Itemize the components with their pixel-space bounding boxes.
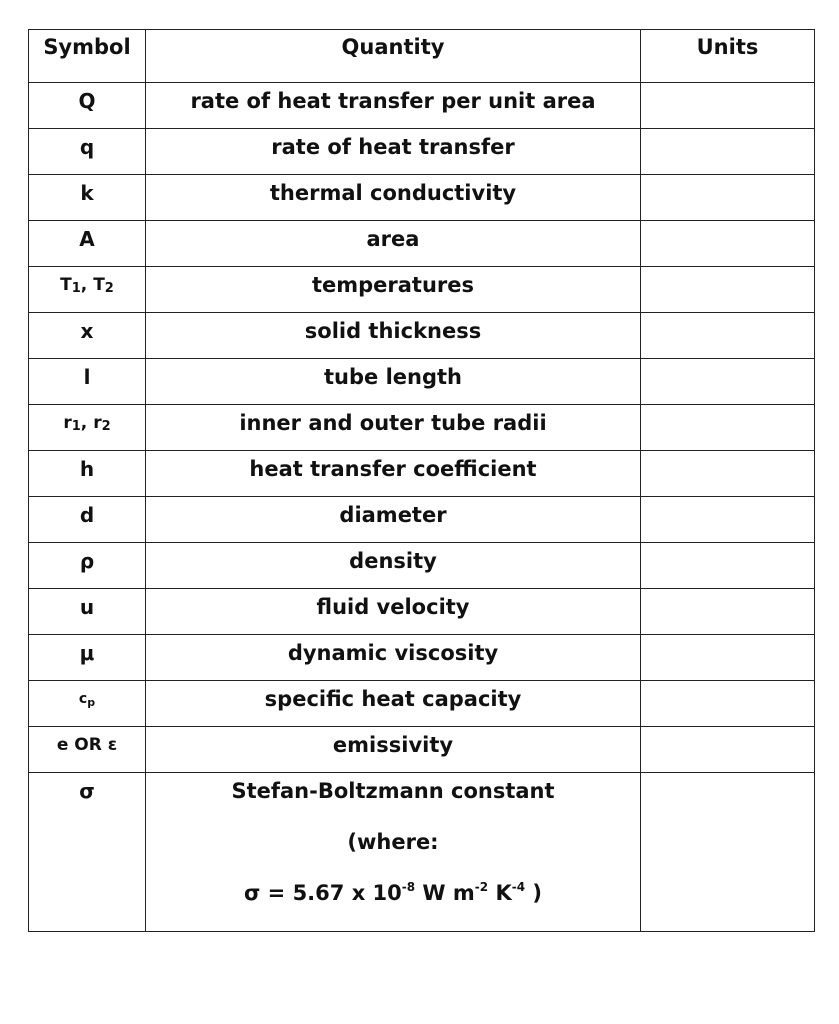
table-row [29, 83, 815, 129]
formula-unit: W m [415, 881, 475, 905]
units-cell [641, 727, 815, 773]
units-cell [641, 543, 815, 589]
quantity-cell: tube length [146, 359, 641, 405]
quantity-cell: density [146, 543, 641, 589]
units-cell [641, 175, 815, 221]
table-row [29, 267, 815, 313]
units-cell [641, 589, 815, 635]
units-cell [641, 83, 815, 129]
units-cell [641, 635, 815, 681]
symbol-cell [29, 681, 146, 727]
units-cell [641, 681, 815, 727]
symbol-cell [29, 405, 146, 451]
symbol-separator: , [80, 413, 94, 433]
formula-exponent: -2 [474, 880, 489, 894]
quantity-line: Stefan-Boltzmann constant [231, 779, 555, 803]
table-row [29, 129, 815, 175]
symbol-cell: u [29, 589, 146, 635]
quantity-cell: dynamic viscosity [146, 635, 641, 681]
symbol-cell: A [29, 221, 146, 267]
symbol-base: T [93, 275, 105, 295]
units-cell [641, 773, 815, 932]
units-cell [641, 451, 815, 497]
quantity-cell: rate of heat transfer [146, 129, 641, 175]
units-cell [641, 313, 815, 359]
quantity-cell: area [146, 221, 641, 267]
symbol-subscript: p [87, 696, 96, 709]
quantity-cell: solid thickness [146, 313, 641, 359]
table-row [29, 773, 815, 932]
symbol-cell: q [29, 129, 146, 175]
table-row [29, 221, 815, 267]
symbol-subscript: 2 [104, 281, 114, 296]
quantity-cell: emissivity [146, 727, 641, 773]
quantity-cell: rate of heat transfer per unit area [146, 83, 641, 129]
header-symbol: Symbol [29, 30, 146, 83]
symbol-base: T [60, 275, 72, 295]
table-row [29, 359, 815, 405]
quantity-cell: inner and outer tube radii [146, 405, 641, 451]
units-cell [641, 497, 815, 543]
table-row [29, 727, 815, 773]
table-row [29, 175, 815, 221]
table-row [29, 405, 815, 451]
quantity-cell [146, 773, 641, 932]
quantity-cell: fluid velocity [146, 589, 641, 635]
symbol-cell: σ [29, 773, 146, 932]
formula-tail: ) [525, 881, 542, 905]
header-row [29, 30, 815, 83]
quantity-cell: thermal conductivity [146, 175, 641, 221]
formula-exponent: -8 [401, 880, 416, 894]
symbol-cell: k [29, 175, 146, 221]
table-row [29, 635, 815, 681]
quantity-cell: diameter [146, 497, 641, 543]
units-cell [641, 221, 815, 267]
symbol-cell: x [29, 313, 146, 359]
formula-exponent: -4 [511, 880, 526, 894]
quantity-cell: heat transfer coefficient [146, 451, 641, 497]
symbol-base: r [93, 413, 102, 433]
formula-line [150, 880, 636, 931]
table-row [29, 313, 815, 359]
symbol-cell [29, 267, 146, 313]
symbol-subscript: 1 [71, 281, 81, 296]
formula-unit: K [488, 881, 512, 905]
table-row [29, 681, 815, 727]
formula-lhs: σ = 5.67 x 10 [244, 881, 402, 905]
symbol-base: r [63, 413, 72, 433]
quantity-cell: specific heat capacity [146, 681, 641, 727]
symbol-separator: , [80, 275, 94, 295]
quantity-line: (where: [347, 830, 439, 854]
symbol-cell: Q [29, 83, 146, 129]
header-quantity: Quantity [146, 30, 641, 83]
symbol-cell: ρ [29, 543, 146, 589]
symbols-table [28, 29, 815, 932]
table-row [29, 589, 815, 635]
units-cell [641, 129, 815, 175]
symbol-cell: e OR ε [29, 727, 146, 773]
symbol-subscript: 1 [71, 419, 81, 434]
quantity-cell: temperatures [146, 267, 641, 313]
symbol-cell: h [29, 451, 146, 497]
units-cell [641, 359, 815, 405]
units-cell [641, 405, 815, 451]
symbol-subscript: 2 [101, 419, 111, 434]
header-units: Units [641, 30, 815, 83]
symbol-cell: μ [29, 635, 146, 681]
symbol-cell: d [29, 497, 146, 543]
symbol-cell: l [29, 359, 146, 405]
units-cell [641, 267, 815, 313]
table-row [29, 451, 815, 497]
table-row [29, 543, 815, 589]
table-row [29, 497, 815, 543]
symbol-base: c [78, 691, 88, 707]
